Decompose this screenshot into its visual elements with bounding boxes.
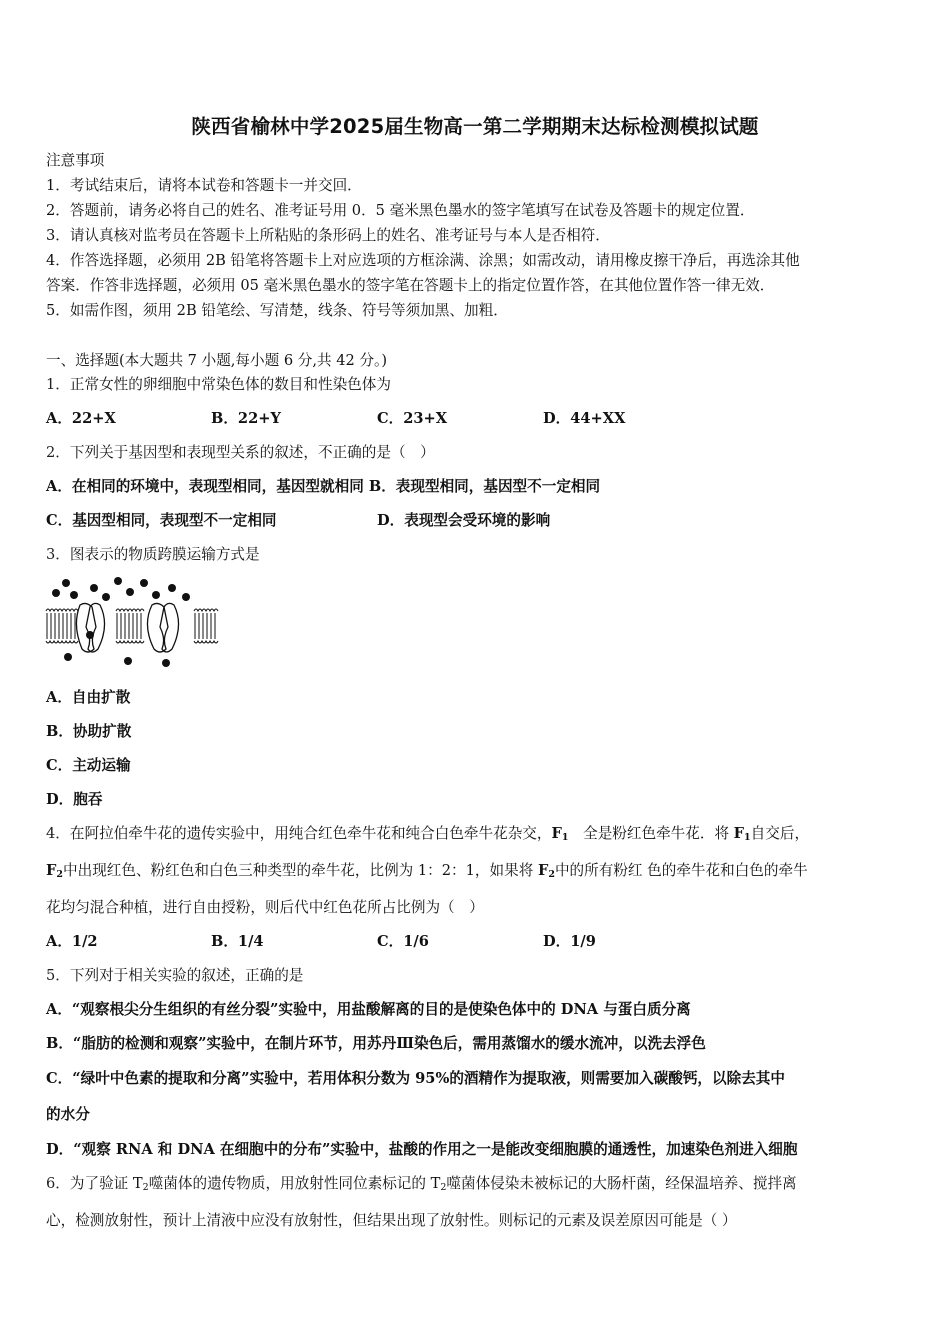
option-c[interactable]: C．“绿叶中色素的提取和分离”实验中，若用体积分数为 95%的酒精作为提取液，则需要加入碳酸钙，以除去其中 [46, 1070, 785, 1087]
option-d[interactable]: D．胞吞 [46, 791, 103, 808]
question-stem: 正常女性的卵细胞中常染色体的数目和性染色体为 [69, 376, 391, 393]
question-number: 5． [46, 967, 70, 984]
option-a[interactable]: A．1/2 [46, 933, 98, 950]
question-2 [46, 443, 435, 463]
section-heading: 一、选择题(本大题共 7 小题,每小题 6 分,共 42 分。) [46, 352, 388, 369]
question-1 [46, 375, 391, 395]
question-number: 2． [46, 444, 70, 461]
carrier-protein [76, 603, 104, 652]
question-number: 4． [46, 825, 70, 842]
question-number: 1． [46, 376, 70, 393]
membrane-transport-figure [44, 575, 220, 671]
option-c[interactable]: C．1/6 [377, 933, 429, 950]
question-text: 全是粉红色牵牛花．将 [568, 825, 734, 842]
question-stem: 下列对于相关实验的叙述，正确的是 [69, 967, 304, 984]
question-text: 在阿拉伯牵牛花的遗传实验中，用纯合红色牵牛花和纯合白色牵牛花杂交， [69, 825, 552, 842]
option-a[interactable]: A．“观察根尖分生组织的有丝分裂”实验中，用盐酸解离的目的是使染色体中的 DNA 与蛋白质分离 [46, 1001, 691, 1018]
membrane-lower-layer [46, 641, 218, 643]
option-a[interactable]: A．自由扩散 [46, 689, 131, 706]
subscript: 2 [548, 869, 555, 880]
question-stem: 下列关于基因型和表现型关系的叙述，不正确的是（ ） [69, 444, 435, 461]
question-text: 噬菌体侵染未被标记的大肠杆菌，经保温培养、搅拌离 [446, 1175, 797, 1192]
notice-item: 4．作答选择题，必须用 2B 铅笔将答题卡上对应选项的方框涂满、涂黑；如需改动，请用橡皮擦干净后，再选涂其他 [46, 252, 800, 269]
question-5 [46, 966, 303, 986]
question-text: 为了验证 T [69, 1175, 143, 1192]
carrier-protein [147, 603, 178, 652]
f-symbol: F [46, 862, 57, 879]
question-number: 6． [46, 1175, 70, 1192]
subscript: 1 [561, 832, 569, 843]
subscript: 2 [56, 869, 63, 880]
option-c[interactable]: C．主动运输 [46, 757, 131, 774]
f-symbol: F [551, 825, 562, 842]
question-text: 自交后， [750, 825, 810, 842]
subscript: 1 [744, 832, 751, 843]
option-b[interactable]: B．1/4 [211, 933, 264, 950]
question-4-line-2 [46, 861, 808, 881]
subscript: 2 [440, 1182, 447, 1193]
question-text: 噬菌体的遗传物质，用放射性同位素标记的 T [148, 1175, 441, 1192]
q2-option-row[interactable]: A．在相同的环境中，表现型相同，基因型就相同 B．表现型相同，基因型不一定相同 [46, 478, 601, 495]
question-3 [46, 545, 260, 565]
notice-item: 2．答题前，请务必将自己的姓名、准考证号用 0．5 毫米黑色墨水的签字笔填写在试卷及答题卡的规定位置． [46, 202, 755, 219]
notice-item: 3．请认真核对监考员在答题卡上所粘贴的条形码上的姓名、准考证号与本人是否相符． [46, 227, 610, 244]
f-symbol: F [733, 825, 745, 842]
option-a[interactable]: A．22+X [46, 410, 116, 427]
question-stem: 图表示的物质跨膜运输方式是 [69, 546, 260, 563]
membrane-upper-layer [46, 609, 218, 611]
question-6 [46, 1174, 797, 1194]
question-number: 3． [46, 546, 70, 563]
notice-item: 5．如需作图，须用 2B 铅笔绘、写清楚，线条、符号等须加黑、加粗． [46, 302, 508, 319]
membrane-tails [47, 613, 215, 639]
option-b[interactable]: B．22+Y [211, 410, 281, 427]
question-text: 中的所有粉红 色的牵牛花和白色的牵牛 [554, 862, 808, 879]
option-c[interactable]: C．基因型相同，表现型不一定相同 [46, 512, 277, 529]
question-4 [46, 824, 809, 844]
option-c[interactable]: C．23+X [377, 410, 448, 427]
option-d[interactable]: D．表现型会受环境的影响 [377, 512, 551, 529]
option-d[interactable]: D．“观察 RNA 和 DNA 在细胞中的分布”实验中，盐酸的作用之一是能改变细胞膜的通透性，加速染色剂进入细胞 [46, 1141, 798, 1158]
notice-item: 答案．作答非选择题，必须用 05 毫米黑色墨水的签字笔在答题卡上的指定位置作答，在其他位置作答一律无效． [46, 277, 775, 294]
option-d[interactable]: D．44+XX [543, 410, 626, 427]
notice-heading: 注意事项 [46, 152, 105, 169]
question-6-line-2: 心，检测放射性，预计上清液中应没有放射性，但结果出现了放射性。则标记的元素及误差原因可能是（ ） [46, 1212, 737, 1229]
question-text: 中出现红色、粉红色和白色三种类型的牵牛花，比例为 1：2：1，如果将 [63, 862, 538, 879]
option-b[interactable]: B．“脂肪的检测和观察”实验中，在制片环节，用苏丹Ⅲ染色后，需用蒸馏水的缓水流冲，以洗去浮色 [46, 1035, 706, 1052]
subscript: 2 [142, 1182, 149, 1193]
notice-item: 1．考试结束后，请将本试卷和答题卡一并交回． [46, 177, 362, 194]
f-symbol: F [537, 862, 549, 879]
option-b[interactable]: B．协助扩散 [46, 723, 132, 740]
option-c-continued: 的水分 [46, 1106, 90, 1123]
question-4-line-3: 花均匀混合种植，进行自由授粉，则后代中红色花所占比例为（ ） [46, 899, 484, 916]
option-d[interactable]: D．1/9 [543, 933, 596, 950]
page-title: 陕西省榆林中学2025届生物高一第二学期期末达标检测模拟试题 [191, 115, 759, 138]
